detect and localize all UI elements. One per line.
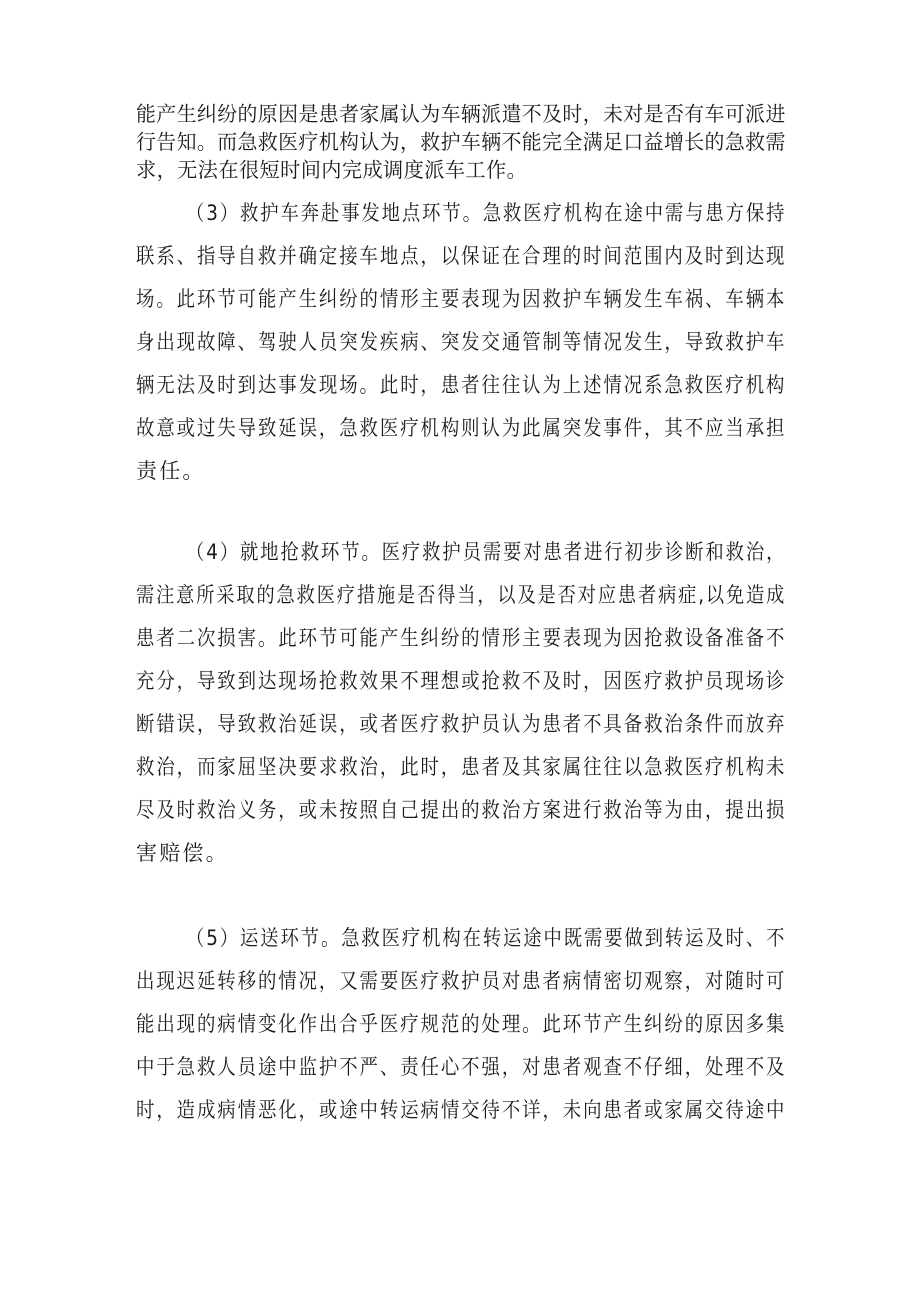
- text-line: 能出现的病情变化作出合乎医疗规范的处理。此环节产生纠纷的原因多集: [136, 1012, 787, 1036]
- text-line: 患者二次损害。此环节可能产生纠纷的情形主要表现为因抢救设备准备不: [136, 626, 787, 650]
- text-line: 联系、指导自救并确定接车地点，以保证在合理的时间范围内及时到达现: [136, 244, 787, 268]
- text-line: 救治，而家屈坚决要求救治，此时，患者及其家属往往以急救医疗机构未: [136, 755, 787, 779]
- text-line: 求，无法在很短时间内完成调度派车工作。: [136, 158, 528, 182]
- text-line: 害赔偿。: [136, 841, 229, 865]
- text-line: 行告知。而急救医疗机构认为，救护车辆不能完全满足口益增长的急救需: [136, 130, 786, 154]
- text-line: 故意或过失导致延误，急救医疗机构则认为此属突发事件，其不应当承担: [136, 416, 787, 440]
- text-line: 中于急救人员途中监护不严、责任心不强，对患者观查不仔细，处理不及: [136, 1055, 787, 1079]
- text-line: 出现迟延转移的情况，又需要医疗救护员对患者病情密切观察，对随时可: [136, 969, 787, 993]
- text-line: 时，造成病情恶化，或途中转运病情交待不详，未向患者或家属交待途中: [136, 1098, 787, 1122]
- text-line: 身出现故障、驾驶人员突发疾病、突发交通管制等情况发生，导致救护车: [136, 330, 787, 354]
- paragraph-5-first-line: （5）运送环节。急救医疗机构在转运途中既需要做到转运及时、不: [186, 926, 787, 950]
- text-line: 充分，导致到达现场抢救效果不理想或抢救不及时，因医疗救护员现场诊: [136, 669, 787, 693]
- paragraph-4-first-line: （4）就地抢救环节。医疗救护员需要对患者进行初步诊断和救治，: [186, 540, 787, 564]
- text-line: 需注意所采取的急救医疗措施是否得当，以及是否对应患者病症,以免造成: [136, 583, 787, 607]
- text-line: 场。此环节可能产生纠纷的情形主要表现为因救护车辆发生车祸、车辆本: [136, 287, 787, 311]
- text-line: 断错误，导致救治延误，或者医疗救护员认为患者不具备救治条件而放弃: [136, 712, 787, 736]
- text-line: 责任。: [136, 459, 206, 483]
- text-line: 能产生纠纷的原因是患者家属认为车辆派遣不及时，未对是否有车可派进: [136, 102, 786, 126]
- text-line: 尽及时救治义务，或未按照自己提出的救治方案进行救治等为由，提出损: [136, 798, 787, 822]
- paragraph-3-first-line: （3）救护车奔赴事发地点环节。急救医疗机构在途中需与患方保持: [186, 201, 787, 225]
- text-line: 辆无法及时到达事发现场。此时，患者往往认为上述情况系急救医疗机构: [136, 373, 787, 397]
